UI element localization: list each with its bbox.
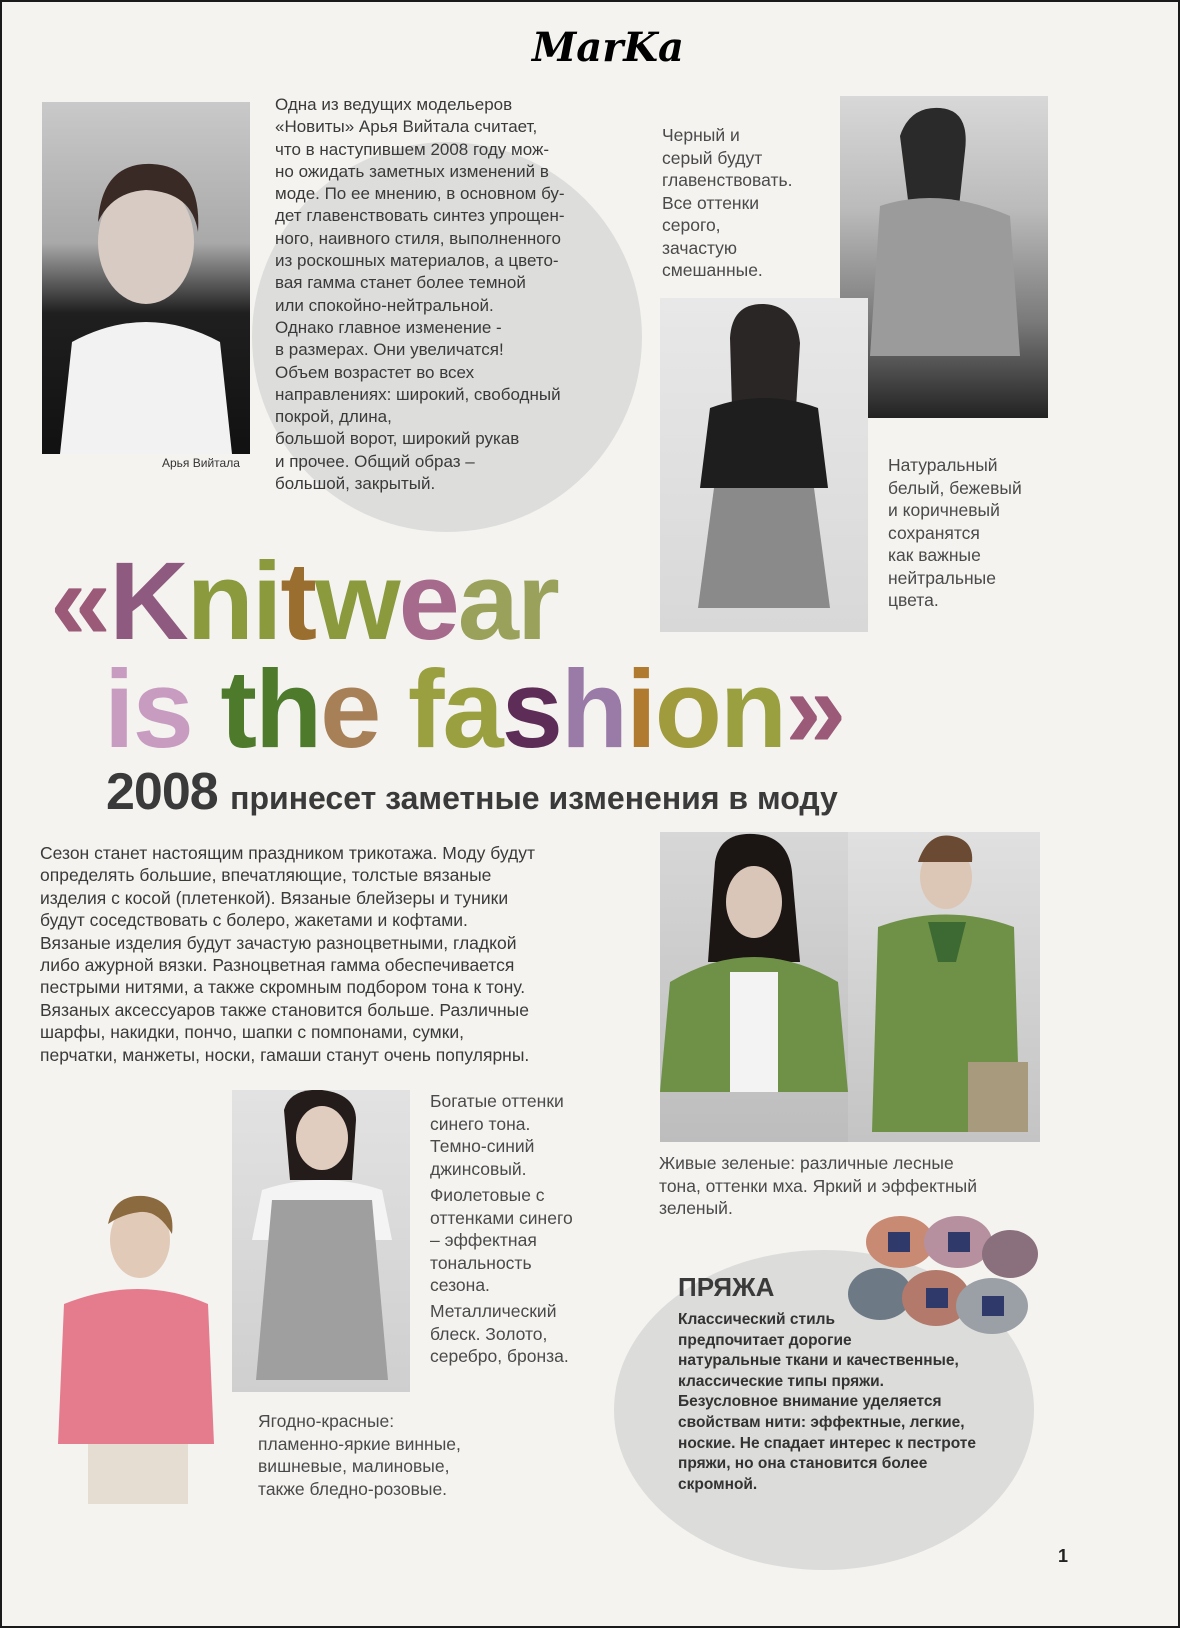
headline-close-quote: » bbox=[785, 648, 845, 771]
headline-letter: i bbox=[251, 540, 281, 663]
headline-letter: h bbox=[560, 648, 627, 771]
caption-green: Живые зеленые: различные лесные тона, оттенки мха. Яркий и эффектный зеленый. bbox=[659, 1153, 978, 1218]
portrait-photo bbox=[42, 102, 250, 454]
headline-letter: w bbox=[315, 540, 399, 663]
headline-letter: i bbox=[626, 648, 655, 771]
photo-pink-cardigan bbox=[48, 1194, 222, 1504]
headline-subtitle: принесет заметные изменения в моду bbox=[230, 780, 838, 816]
intro-text: Одна из ведущих модельеров «Новиты» Арья Вийтала считает, что в наступившем 2008 году мож- но ожидать заметных изменений в моде. По ее мнению, в основном бу- дет главенствовать синтез упрощен- ного, наивного стиля, выполненного из роскошных материалов, а цвето- вая гамма станет более темной или спокойно-нейтральной. Однако главное изменение - в размерах. Они увеличатся! Объем возрастет во всех направлениях: широкий, свободный покрой, длина, большой ворот, широкий рукав и прочее. Общий образ – большой, закрытый. bbox=[275, 95, 565, 494]
headline-letter: h bbox=[254, 648, 321, 771]
photo-green-jacket bbox=[848, 832, 1040, 1142]
page-number: 1 bbox=[1058, 1546, 1069, 1566]
headline-letter: a bbox=[442, 648, 502, 771]
caption-black-grey: Черный и серый будут главенствовать. Все оттенки серого, зачастую смешанные. bbox=[662, 125, 793, 280]
photo-knit-tunic bbox=[660, 298, 868, 632]
photo-grey-pinafore bbox=[232, 1090, 410, 1392]
headline-letter: s bbox=[501, 648, 561, 771]
headline-letter: K bbox=[109, 540, 187, 663]
headline-letter: f bbox=[407, 648, 443, 771]
portrait-caption: Арья Вийтала bbox=[162, 456, 240, 470]
headline-letter: r bbox=[516, 540, 558, 663]
main-body-text: Сезон станет настоящим праздником трикотажа. Моду будут определять большие, впечатляющие, толстые вязаные изделия с косой (плетенкой). Вязаные блейзеры и туники будут соседствовать с болеро, жакетами и кофтами. Вязаные изделия будут зачастую разноцветными, гладкой либо ажурной вязки. Разноцветная гамма обеспечивается пестрыми нитями, а также скромным подбором тона к тону. Вязаных аксессуаров также становится больше. Различные шарфы, накидки, пончо, шапки с помпонами, сумки, перчатки, манжеты, носки, гамаши станут очень популярны. bbox=[40, 843, 535, 1065]
headline-letter: a bbox=[457, 540, 517, 663]
headline-line-2 bbox=[104, 650, 844, 770]
photo-green-bolero bbox=[660, 832, 848, 1142]
signature-logo: MarKa bbox=[532, 24, 684, 71]
headline-letter: t bbox=[220, 648, 255, 771]
caption-blue: Богатые оттенки синего тона. Темно-синий джинсовый. bbox=[430, 1091, 564, 1179]
headline-letter: e bbox=[320, 648, 380, 771]
headline-letter bbox=[192, 648, 221, 771]
headline-year-line bbox=[106, 762, 838, 822]
yarn-title: ПРЯЖА bbox=[678, 1272, 775, 1302]
headline-year: 2008 bbox=[106, 763, 218, 821]
headline-letter: s bbox=[132, 648, 192, 771]
yarn-text: Классический стиль предпочитает дорогие натуральные ткани и качественные, классические типы пряжи. Безусловное внимание уделяется свойствам нити: эффектные, легкие, ноские. Не спадает интерес к пестроте пряжи, но она становится более скромной. bbox=[678, 1311, 976, 1493]
photo-grey-cardigan bbox=[840, 96, 1048, 418]
caption-metal: Металлический блеск. Золото, серебро, бронза. bbox=[430, 1301, 569, 1366]
headline-letter: t bbox=[280, 540, 316, 663]
caption-berry: Ягодно-красные: пламенно-яркие винные, вишневые, малиновые, также бледно-розовые. bbox=[258, 1411, 461, 1499]
headline-letter: o bbox=[654, 648, 720, 771]
caption-violet: Фиолетовые с оттенками синего – эффектная тональность сезона. bbox=[430, 1185, 573, 1295]
headline-open-quote: « bbox=[50, 540, 110, 663]
headline-line-1 bbox=[50, 542, 558, 662]
headline-letter: n bbox=[719, 648, 786, 771]
caption-natural: Натуральный белый, бежевый и коричневый сохранятся как важные нейтральные цвета. bbox=[888, 455, 1022, 610]
headline-word-knitwear bbox=[109, 540, 558, 663]
headline-letter bbox=[379, 648, 408, 771]
headline-words-is-the-fashion bbox=[104, 648, 785, 771]
headline-letter: e bbox=[398, 540, 458, 663]
headline-letter: i bbox=[104, 648, 133, 771]
headline-letter: n bbox=[186, 540, 252, 663]
